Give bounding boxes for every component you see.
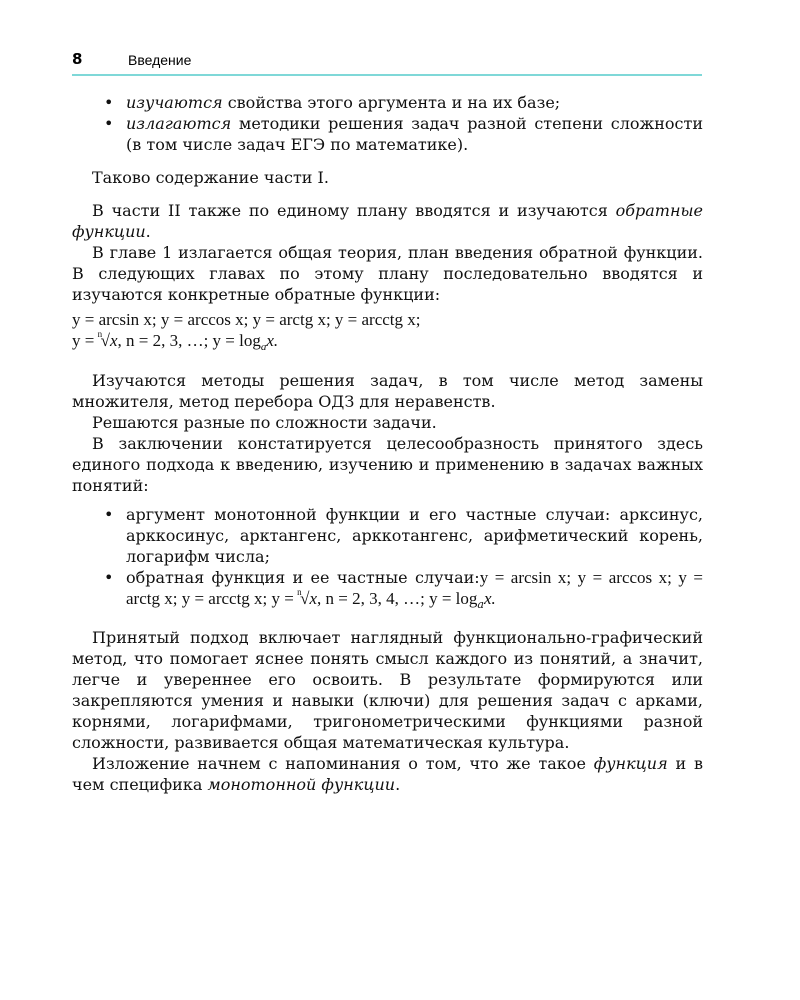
log-base: a (260, 341, 267, 353)
paragraph-conclusion: В заключении констатируется целесообразность принятого здесь единого подхода к введению, изучению и применению в задачах важных понятий: (72, 434, 703, 495)
root-sign: n √x (99, 330, 118, 351)
page-header (72, 50, 702, 76)
bullet-list-top (72, 92, 703, 155)
formula-text: y = (72, 331, 99, 350)
root-radicand: x (309, 589, 318, 608)
list-item (72, 504, 703, 567)
list-item-text: обратная функция и ее частные случаи: (126, 568, 480, 587)
formula-text: x. (266, 331, 279, 350)
emphasis-text: функция (593, 754, 668, 773)
paragraph-final (72, 753, 703, 795)
root-radicand: x (109, 331, 118, 350)
text-span: и в чем специфика (72, 754, 704, 794)
emphasis-text: изучаются (126, 93, 223, 112)
list-item (72, 92, 703, 113)
root-index: n (97, 329, 103, 339)
list-item (72, 567, 703, 615)
emphasis-text: монотонной функции (207, 775, 396, 794)
bullet-icon: • (104, 114, 114, 133)
paragraph-part1: Таково содержание части I. (92, 168, 329, 187)
text-span: Изложение начнем с напоминания о том, что же такое (92, 754, 594, 773)
bullet-icon: • (104, 505, 114, 524)
bullet-list-bottom (72, 504, 703, 615)
list-item-text: аргумент монотонной функции и его частные случаи: арксинус, арккосинус, арктангенс, арккотангенс, арифметический корень, логарифм числа; (126, 505, 703, 566)
emphasis-text: излагаются (126, 114, 232, 133)
text-span: В части II также по единому плану вводятся и изучаются (92, 201, 616, 220)
bullet-icon: • (104, 93, 114, 112)
section-title: Введение (128, 52, 192, 68)
emphasis-text: обратные функции (72, 201, 703, 241)
paragraph-chapter1: В главе 1 излагается общая теория, план введения обратной функции. В следующих главах по этому плану последовательно вводятся и изучаются конкретные обратные функции: (72, 243, 703, 304)
root-sign: n √x (298, 588, 317, 609)
list-item-text: свойства этого аргумента и на их базе; (222, 93, 561, 112)
log-base: a (477, 598, 484, 611)
text-span: . (395, 775, 401, 794)
paragraph-methods: Изучаются методы решения задач, в том числе метод замены множителя, метод перебора ОДЗ для неравенств. (72, 371, 703, 411)
bullet-icon: • (104, 568, 114, 587)
formula-text: y = arcsin x; y = arccos x; y = arctg x; y = arcctg x; y = (126, 568, 703, 608)
paragraph-approach: Принятый подход включает наглядный функционально-графический метод, что помогает яснее понять смысл каждого из понятий, а значит, легче и увереннее его освоить. В результате формируются или закрепляются умения и навыки (ключи) для решения задач с арками, корнями, логарифмами, тригонометрическими функциями разной сложности, развивается общая математическая культура. (72, 628, 703, 752)
list-item (72, 113, 703, 155)
formula-text: x. (483, 589, 496, 608)
formula-text: y = arcsin x; y = arccos x; y = arctg x; y = arcctg x; (72, 310, 421, 329)
formula-text: , n = 2, 3, 4, …; y = log (317, 589, 478, 608)
formula-line-1 (72, 309, 703, 330)
paragraph-levels: Решаются разные по сложности задачи. (92, 413, 437, 432)
page-content (72, 92, 703, 795)
paragraph-part2 (72, 200, 703, 242)
list-item-text: методики решения задач разной степени сложности (в том числе задач ЕГЭ по математике). (126, 114, 703, 154)
text-span: . (145, 222, 151, 241)
root-index: n (297, 587, 302, 597)
page-number: 8 (72, 50, 83, 68)
formula-text: , n = 2, 3, …; y = log (117, 331, 261, 350)
formula-line-2 (72, 330, 703, 358)
